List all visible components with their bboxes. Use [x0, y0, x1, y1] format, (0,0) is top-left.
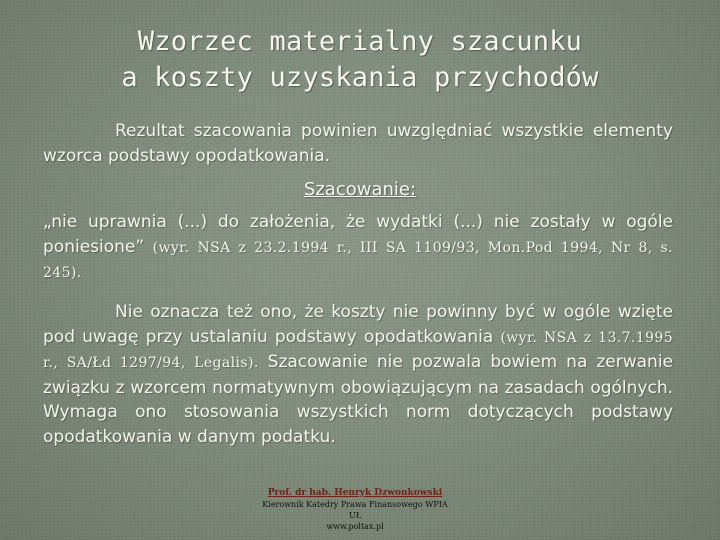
author-role: Kierownik Katedry Prawa Finansowego WPIA UŁ [262, 500, 448, 520]
paragraph-3-text-2: Szacowanie nie pozwala bowiem na zerwanie związku z wzorcem normatywnym obowiązującym na zasadach ogólnych. Wymaga ono stosowania wszystkich norm dotyczących podstawy opodatkowania w danym podatku. [43, 352, 674, 447]
paragraph-3-citation: (wyr. NSA z 13.7.1995 r., SA/Łd 1297/94, Legalis). [43, 329, 674, 371]
paragraph-2 [43, 210, 673, 286]
title-line-1: Wzorzec materialny szacunku [137, 26, 583, 57]
paragraph-2-citation: (wyr. NSA z 23.2.1994 r., III SA 1109/93, Mon.Pod 1994, Nr 8, s. 245). [43, 239, 673, 281]
paragraph-3-text-1: Nie oznacza też ono, że koszty nie powinny być w ogóle wzięte pod uwagę przy ustalaniu podstawy opodatkowania [43, 302, 673, 347]
footer-credit [255, 488, 455, 532]
section-subtitle: Szacowanie: [303, 179, 417, 200]
author-name: Prof. dr hab. Henryk Dzwonkowski [267, 488, 443, 498]
paragraph-1 [43, 119, 673, 168]
paragraph-1-text: Rezultat szacowania powinien uwzględniać wszystkie elementy wzorca podstawy opodatkowania. [43, 121, 673, 166]
title-line-2: a koszty uzyskania przychodów [121, 62, 599, 93]
paragraph-2-quote: „nie uprawnia (...) do założenia, że wydatki (...) nie zostały w ogóle poniesione” [43, 212, 673, 257]
slide-title [0, 24, 720, 96]
paragraph-3 [43, 300, 673, 449]
website-text: www.poltax.pl [326, 522, 384, 531]
